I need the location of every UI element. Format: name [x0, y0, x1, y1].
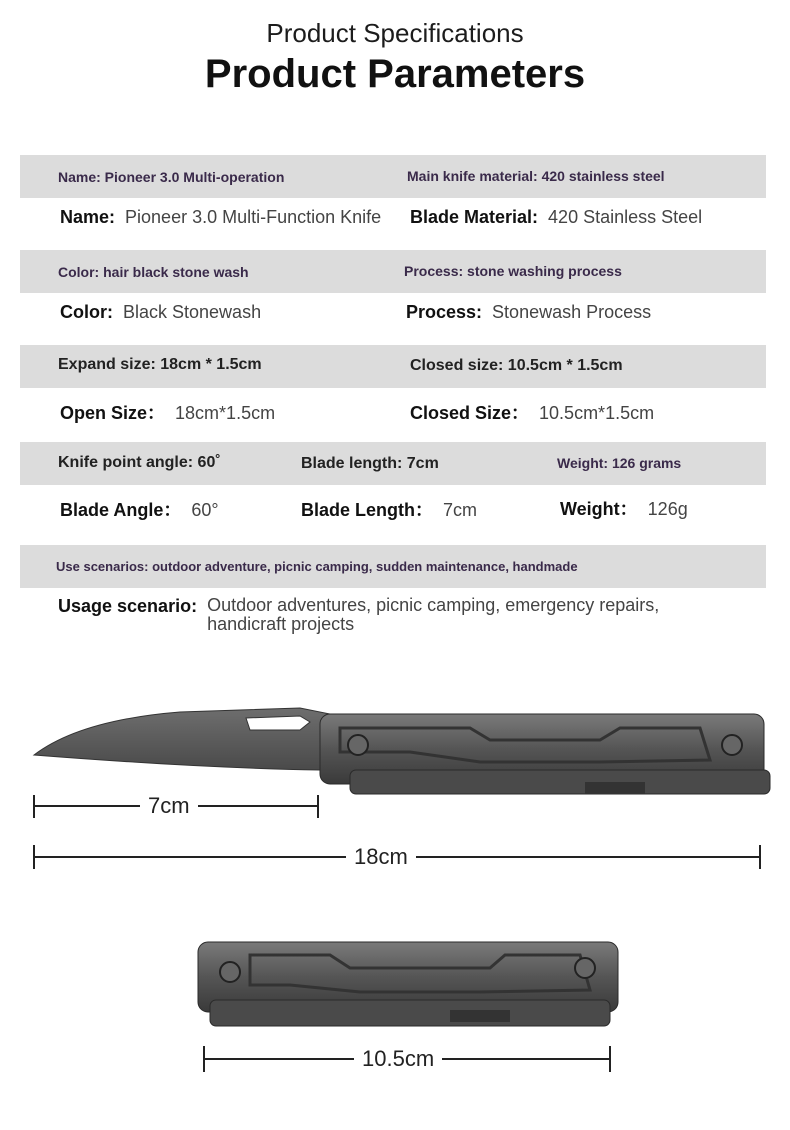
band-color: Color: hair black stone wash: [58, 264, 249, 280]
band-weight: Weight: 126 grams: [557, 455, 682, 471]
spec-blade-angle-value: 60°: [191, 500, 219, 520]
open-knife-end-screw: [722, 735, 742, 755]
closed-knife-lower-rail: [210, 1000, 610, 1026]
spec-material-value: 420 Stainless Steel: [548, 207, 703, 227]
closed-knife-image: [198, 942, 618, 1026]
closed-knife-right-screw: [575, 958, 595, 978]
spec-color-value: Black Stonewash: [123, 302, 262, 322]
spec-material-label: Blade Material:: [410, 207, 539, 227]
spec-open-size-value: 18cm*1.5cm: [175, 403, 276, 423]
spec-process-value: Stonewash Process: [492, 302, 652, 322]
open-knife-lower-rail: [350, 770, 770, 794]
open-dimension-label: 18cm: [346, 844, 416, 870]
spec-blade-length-value: 7cm: [443, 500, 478, 520]
open-knife-pivot-screw: [348, 735, 368, 755]
page-subtitle: Product Specifications: [266, 18, 524, 48]
open-knife-thumb-grip: [585, 782, 645, 794]
spec-color-label: Color:: [60, 302, 113, 322]
blade-dimension-label: 7cm: [140, 793, 198, 819]
closed-knife-thumb-grip: [450, 1010, 510, 1022]
band-open-size: Expand size: 18cm * 1.5cm: [58, 356, 262, 373]
spec-usage-value: Outdoor adventures, picnic camping, emergency repairs, handicraft projects: [207, 595, 660, 634]
band-usage: Use scenarios: outdoor adventure, picnic camping, sudden maintenance, handmade: [56, 559, 578, 574]
spec-weight-value: 126g: [647, 499, 688, 519]
open-knife-image: [34, 708, 770, 794]
closed-knife-left-screw: [220, 962, 240, 982]
band-name: Name: Pioneer 3.0 Multi-operation: [58, 169, 285, 185]
spec-process-label: Process:: [406, 302, 483, 322]
spec-blade-angle-label: Blade Angle：: [60, 500, 182, 520]
open-knife-blade-hole: [246, 716, 310, 730]
spec-closed-size-value: 10.5cm*1.5cm: [539, 403, 655, 423]
closed-dimension-label: 10.5cm: [354, 1046, 442, 1072]
spec-blade-length-label: Blade Length：: [301, 500, 434, 520]
band-blade-length: Blade length: 7cm: [301, 455, 439, 472]
spec-weight-label: Weight：: [560, 499, 638, 519]
band-angle: Knife point angle: 60˚: [58, 454, 221, 471]
spec-closed-size-label: Closed Size：: [410, 403, 530, 423]
spec-name-value: Pioneer 3.0 Multi-Function Knife: [125, 207, 382, 227]
spec-name-label: Name:: [60, 207, 116, 227]
band-material: Main knife material: 420 stainless steel: [407, 168, 665, 184]
band-closed-size: Closed size: 10.5cm * 1.5cm: [410, 357, 623, 374]
band-process: Process: stone washing process: [404, 263, 622, 279]
spec-usage-label: Usage scenario:: [58, 596, 198, 616]
page-title: Product Parameters: [204, 52, 586, 96]
spec-open-size-label: Open Size：: [60, 403, 166, 423]
